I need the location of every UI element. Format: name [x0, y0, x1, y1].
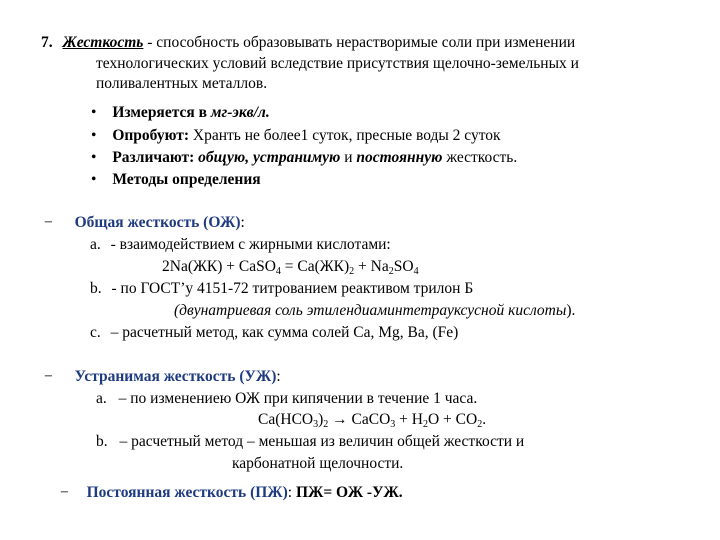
colon: : [240, 214, 245, 231]
bullet-label: Измеряется в [112, 104, 208, 121]
paren-text: (двунатриевая соль этилендиаминтетрауксусной кислоты [174, 302, 567, 319]
eq-part: 2Na(ЖК) + CaSO [162, 258, 276, 275]
bullet-tested [91, 127, 501, 145]
heading-def-1: - способность образовывать нерастворимые соли при изменении [143, 34, 576, 51]
bullet-marker: • [91, 104, 97, 121]
eq-sub: 2 [388, 266, 394, 277]
term-removable: устранимую [253, 149, 341, 166]
list-marker: a. [90, 236, 101, 253]
colon: : [287, 484, 293, 501]
eq-part: ) [318, 411, 324, 428]
eq-part: SO [393, 258, 414, 275]
bullet-label: Опробуют: [112, 127, 189, 144]
total-c [90, 324, 458, 342]
bullet-measured [91, 104, 270, 122]
bullet-marker: • [91, 149, 97, 166]
bullet-unit: мг-экв/л. [210, 104, 270, 121]
term-general: общую, [198, 149, 250, 166]
bullet-distinguish [91, 149, 517, 167]
permanent-formula: ПЖ= ОЖ -УЖ. [295, 484, 403, 501]
list-marker: c. [90, 324, 101, 341]
term-permanent: постоянную [356, 149, 443, 166]
eq-sub: 4 [413, 266, 419, 277]
list-text: – расчетный метод, как сумма солей Ca, Mg, Ba, (Fe) [110, 324, 459, 341]
dash: − [60, 484, 69, 501]
colon: : [276, 368, 281, 385]
equation-1 [162, 258, 419, 276]
eq-part: + H [395, 411, 423, 428]
paren-end: ). [566, 302, 576, 319]
list-text: – расчетный метод – меньшая из величин общей жесткости и [119, 433, 525, 450]
bullet-text: Хранть не более1 суток, пресные воды 2 суток [189, 127, 501, 144]
bullet-label: Различают: [112, 149, 195, 166]
bullet-tail: жесткость. [442, 149, 518, 166]
permanent-header [60, 484, 403, 502]
eq-part: → CaCO [328, 411, 391, 428]
total-title: Общая жесткость (ОЖ) [74, 214, 241, 231]
total-b [90, 280, 473, 298]
removable-a [96, 390, 477, 408]
item-number: 7. [41, 34, 53, 51]
heading-line-2: технологических условий вследствие присутствия щелочно-земельных и [96, 55, 579, 72]
total-a [90, 236, 391, 254]
total-header [44, 214, 245, 232]
list-text: - по ГОСТ’у 4151-72 титрованием реактивом трилон Б [111, 280, 474, 297]
eq-sub: 2 [477, 419, 483, 430]
list-marker: b. [96, 433, 108, 450]
eq-sub: 3 [313, 419, 319, 430]
eq-part: Ca(HCO [258, 411, 314, 428]
list-text: – по изменениею ОЖ при кипячении в течение 1 часа. [118, 390, 478, 407]
removable-b-cont: карбонатной щелочности. [232, 455, 404, 472]
eq-part: + Na [354, 258, 389, 275]
bullet-methods [91, 171, 261, 189]
list-marker: b. [90, 280, 102, 297]
list-marker: a. [96, 390, 107, 407]
heading-line-3: поливалентных металлов. [96, 75, 268, 92]
heading-line-1 [41, 34, 575, 52]
equation-2 [258, 411, 486, 429]
conj: и [340, 149, 357, 166]
bullet-label: Методы определения [112, 171, 261, 188]
total-b-paren [174, 302, 575, 320]
eq-part: O + CO [427, 411, 478, 428]
removable-header [44, 368, 281, 386]
removable-title: Устранимая жесткость (УЖ) [74, 368, 277, 385]
list-text: - взаимодействием с жирными кислотами: [110, 236, 391, 253]
bullet-marker: • [91, 171, 97, 188]
eq-sub: 2 [323, 419, 329, 430]
removable-b [96, 433, 524, 451]
eq-sub: 3 [390, 419, 396, 430]
dash: − [44, 214, 53, 231]
eq-sub: 2 [422, 419, 428, 430]
bullet-marker: • [91, 127, 97, 144]
permanent-title: Постоянная жесткость (ПЖ) [86, 484, 288, 501]
heading-term: Жесткость [62, 34, 144, 51]
eq-part: = Ca(ЖК) [280, 258, 350, 275]
eq-sub: 4 [275, 266, 281, 277]
eq-part: . [482, 411, 487, 428]
dash: − [44, 368, 53, 385]
eq-sub: 2 [349, 266, 355, 277]
